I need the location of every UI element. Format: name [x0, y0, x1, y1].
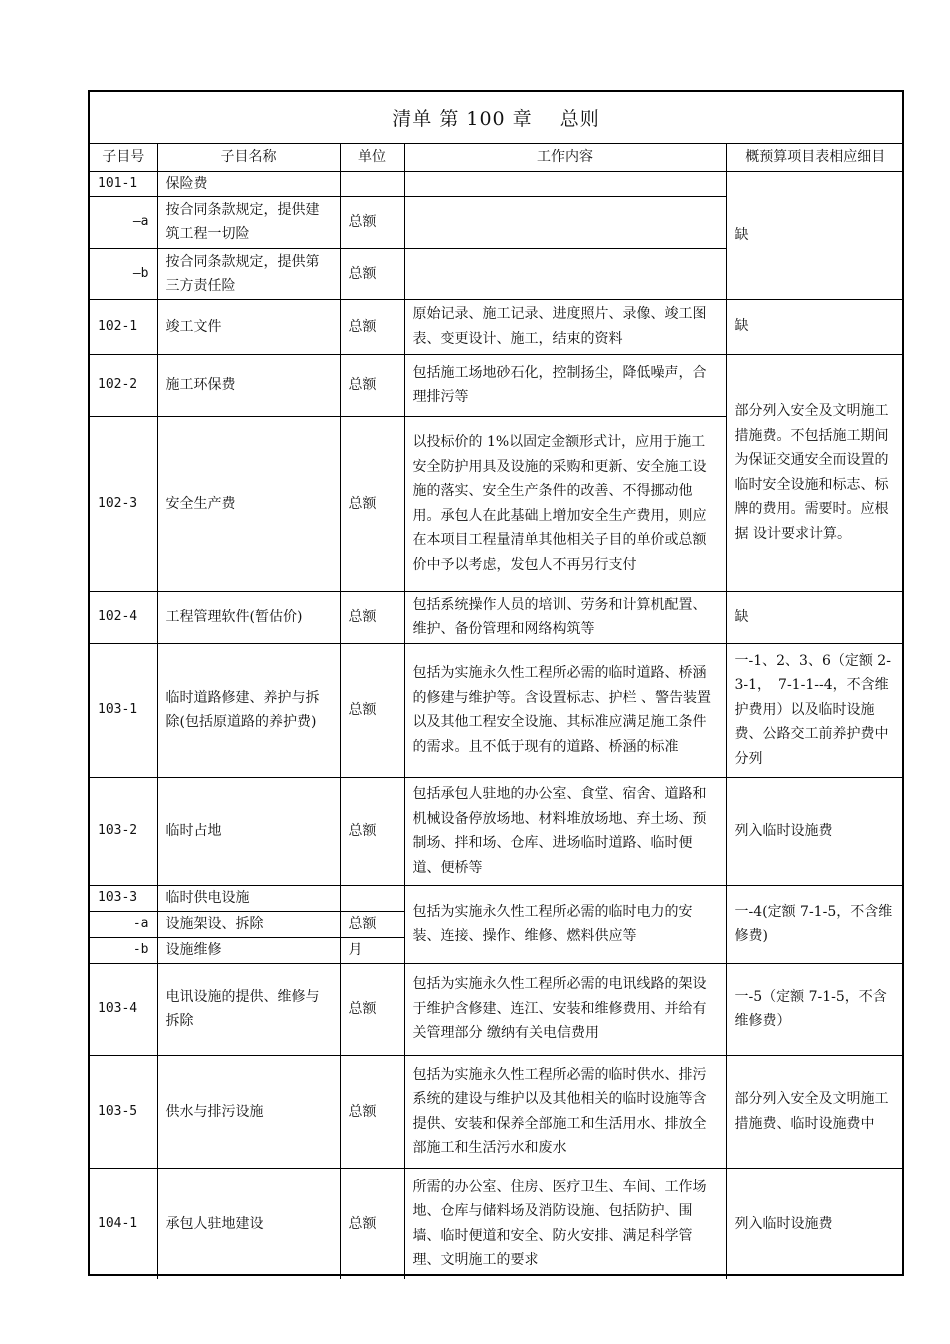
table-row — [90, 885, 904, 911]
item-code: —b — [90, 248, 157, 299]
item-code: 103-1 — [90, 643, 157, 777]
budget-item: 一-1、2、3、6（定额 2-3-1， 7-1-1--4，不含维护费用）以及临时设施费、公路交工前养护费中分列 — [726, 643, 904, 777]
item-code: 103-3 — [90, 885, 157, 911]
item-code: 102-2 — [90, 354, 157, 416]
table-row — [90, 1168, 904, 1279]
item-code: 102-1 — [90, 299, 157, 354]
budget-item: 部分列入安全及文明施工措施费、临时设施费中 — [726, 1055, 904, 1168]
item-unit — [340, 171, 404, 196]
item-code: 102-4 — [90, 591, 157, 643]
item-unit: 总额 — [340, 777, 404, 885]
item-unit: 总额 — [340, 643, 404, 777]
item-code: 101-1 — [90, 171, 157, 196]
item-name: 保险费 — [157, 171, 340, 196]
item-unit: 总额 — [340, 591, 404, 643]
item-content: 包括为实施永久性工程所必需的电讯线路的架设于维护含修建、连江、安装和维修费用、并给有关管理部分 缴纳有关电信费用 — [404, 963, 726, 1055]
item-code: 103-4 — [90, 963, 157, 1055]
item-content: 包括施工场地砂石化，控制扬尘，降低噪声，合理排污等 — [404, 354, 726, 416]
item-unit: 总额 — [340, 196, 404, 248]
item-content: 包括系统操作人员的培训、劳务和计算机配置、维护、备份管理和网络构筑等 — [404, 591, 726, 643]
item-unit: 月 — [340, 937, 404, 963]
table-row — [90, 591, 904, 643]
header-code: 子目号 — [90, 144, 157, 171]
item-code: 104-1 — [90, 1168, 157, 1279]
header-content: 工作内容 — [404, 144, 726, 171]
item-name: 施工环保费 — [157, 354, 340, 416]
item-unit: 总额 — [340, 416, 404, 591]
item-unit: 总额 — [340, 299, 404, 354]
table-row — [90, 1055, 904, 1168]
item-content: 原始记录、施工记录、进度照片、录像、竣工图表、变更设计、施工，结束的资料 — [404, 299, 726, 354]
item-content: 包括承包人驻地的办公室、食堂、宿舍、道路和机械设备停放场地、材料堆放场地、弃土场、预制场、拌和场、仓库、进场临时道路、临时便道、便桥等 — [404, 777, 726, 885]
table-row — [90, 354, 904, 416]
item-content: 以投标价的 1%以固定金额形式计，应用于施工安全防护用具及设施的采购和更新、安全施工设施的落实、安全生产条件的改善、不得挪动他用。承包人在此基础上增加安全生产费用，则应在本项目工程量清单其他相关子目的单价或总额价中予以考虑，发包人不再另行支付 — [404, 416, 726, 591]
table-row — [90, 963, 904, 1055]
item-unit: 总额 — [340, 248, 404, 299]
item-code: -b — [90, 937, 157, 963]
table-row — [90, 299, 904, 354]
page-title: 清单 第 100 章 总则 — [90, 92, 902, 144]
item-unit: 总额 — [340, 354, 404, 416]
item-name: 设施架设、拆除 — [157, 911, 340, 937]
item-content — [404, 248, 726, 299]
item-code: 103-2 — [90, 777, 157, 885]
item-name: 临时占地 — [157, 777, 340, 885]
budget-item: 部分列入安全及文明施工措施费。不包括施工期间为保证交通安全而设置的临时安全设施和标志、标牌的费用。需要时。应根据 设计要求计算。 — [726, 354, 904, 591]
bill-of-quantities-sheet — [88, 90, 904, 1276]
item-name: 竣工文件 — [157, 299, 340, 354]
item-unit: 总额 — [340, 963, 404, 1055]
item-content: 包括为实施永久性工程所必需的临时供水、排污系统的建设与维护以及其他相关的临时设施等含提供、安装和保养全部施工和生活用水、排放全部施工和生活污水和废水 — [404, 1055, 726, 1168]
budget-item: 缺 — [726, 171, 904, 299]
item-content: 所需的办公室、住房、医疗卫生、车间、工作场地、仓库与储料场及消防设施、包括防护、围墙、临时便道和安全、防火安排、满足科学管理、文明施工的要求 — [404, 1168, 726, 1279]
item-name: 设施维修 — [157, 937, 340, 963]
budget-item: 一-4(定额 7-1-5，不含维修费) — [726, 885, 904, 963]
budget-item: 缺 — [726, 591, 904, 643]
item-name: 电讯设施的提供、维修与拆除 — [157, 963, 340, 1055]
item-content: 包括为实施永久性工程所必需的临时电力的安装、连接、操作、维修、燃料供应等 — [404, 885, 726, 963]
item-name: 安全生产费 — [157, 416, 340, 591]
header-name: 子目名称 — [157, 144, 340, 171]
table-row — [90, 643, 904, 777]
item-content — [404, 171, 726, 196]
item-name: 供水与排污设施 — [157, 1055, 340, 1168]
item-code: -a — [90, 911, 157, 937]
item-unit: 总额 — [340, 911, 404, 937]
item-name: 临时供电设施 — [157, 885, 340, 911]
item-name: 工程管理软件(暂估价) — [157, 591, 340, 643]
item-unit: 总额 — [340, 1055, 404, 1168]
item-name: 按合同条款规定，提供建筑工程一切险 — [157, 196, 340, 248]
header-row — [90, 144, 904, 171]
bill-table — [90, 144, 904, 1279]
budget-item: 一-5（定额 7-1-5，不含维修费） — [726, 963, 904, 1055]
header-budget-item: 概预算项目表相应细目 — [726, 144, 904, 171]
budget-item: 缺 — [726, 299, 904, 354]
table-row — [90, 171, 904, 196]
item-code: 103-5 — [90, 1055, 157, 1168]
item-name: 临时道路修建、养护与拆除(包括原道路的养护费) — [157, 643, 340, 777]
item-unit: 总额 — [340, 1168, 404, 1279]
item-content: 包括为实施永久性工程所必需的临时道路、桥涵的修建与维护等。含设置标志、护栏 、警告装置以及其他工程安全设施、其标准应满足施工条件的需求。且不低于现有的道路、桥涵的标准 — [404, 643, 726, 777]
item-content — [404, 196, 726, 248]
budget-item: 列入临时设施费 — [726, 1168, 904, 1279]
budget-item: 列入临时设施费 — [726, 777, 904, 885]
header-unit: 单位 — [340, 144, 404, 171]
item-name: 承包人驻地建设 — [157, 1168, 340, 1279]
item-code: 102-3 — [90, 416, 157, 591]
item-code: —a — [90, 196, 157, 248]
item-unit — [340, 885, 404, 911]
table-row — [90, 777, 904, 885]
item-name: 按合同条款规定，提供第三方责任险 — [157, 248, 340, 299]
